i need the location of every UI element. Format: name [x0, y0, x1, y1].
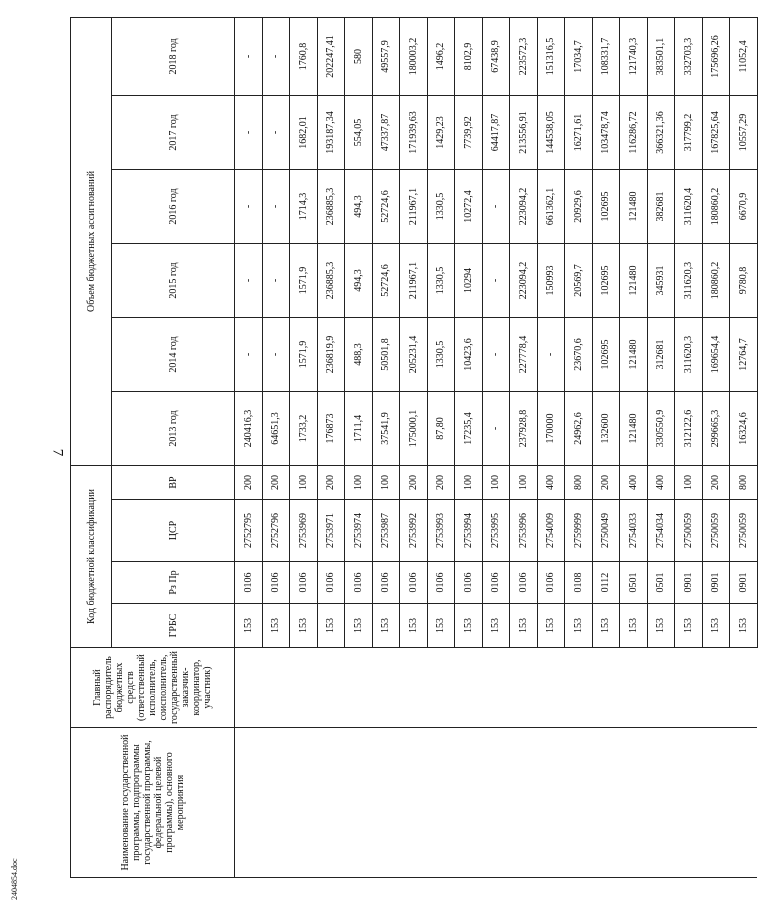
table-cell: 100	[482, 465, 510, 499]
row-name-cell	[372, 728, 400, 878]
table-cell: 153	[400, 604, 428, 648]
footer-filename-wrap	[10, 850, 26, 900]
row-responsible-cell	[702, 648, 730, 728]
table-cell: 494,3	[345, 243, 373, 317]
table-cell: 2754009	[537, 500, 565, 562]
table-cell: 332703,3	[675, 17, 703, 95]
table-cell: 213556,91	[510, 95, 538, 169]
table-cell: 494,3	[345, 169, 373, 243]
table-cell: 150993	[537, 243, 565, 317]
row-responsible-cell	[592, 648, 620, 728]
table-cell: -	[235, 169, 263, 243]
table-cell: 153	[235, 604, 263, 648]
row-responsible-cell	[345, 648, 373, 728]
table-row	[702, 17, 730, 877]
row-responsible-cell	[620, 648, 648, 728]
table-cell: 153	[345, 604, 373, 648]
table-cell: -	[482, 391, 510, 465]
table-cell: 2753993	[427, 500, 455, 562]
table-cell: 50501,8	[372, 317, 400, 391]
table-cell: -	[235, 317, 263, 391]
table-cell: 0106	[537, 562, 565, 604]
row-name-cell	[592, 728, 620, 878]
table-cell: 153	[372, 604, 400, 648]
table-cell: 2753974	[345, 500, 373, 562]
table-cell: 554,05	[345, 95, 373, 169]
table-cell: 2750049	[592, 500, 620, 562]
table-cell: 2753994	[455, 500, 483, 562]
row-name-cell	[565, 728, 593, 878]
row-responsible-cell	[372, 648, 400, 728]
row-name-cell	[455, 728, 483, 878]
table-cell: 0106	[427, 562, 455, 604]
table-cell: 202247,41	[317, 17, 345, 95]
table-cell: 2754033	[620, 500, 648, 562]
table-cell: 0106	[482, 562, 510, 604]
rotated-page-content	[70, 18, 749, 878]
table-cell: 2752796	[262, 500, 290, 562]
table-cell: 16271,61	[565, 95, 593, 169]
table-cell: 2753996	[510, 500, 538, 562]
table-cell: -	[482, 169, 510, 243]
table-cell: -	[235, 17, 263, 95]
table-cell: 180860,2	[702, 169, 730, 243]
row-name-cell	[290, 728, 318, 878]
table-cell: 200	[235, 465, 263, 499]
row-responsible-cell	[262, 648, 290, 728]
table-cell: 121480	[620, 243, 648, 317]
row-responsible-cell	[537, 648, 565, 728]
row-name-cell	[675, 728, 703, 878]
table-cell: 400	[537, 465, 565, 499]
row-name-cell	[702, 728, 730, 878]
table-row	[647, 17, 675, 877]
table-cell: 211967,1	[400, 169, 428, 243]
table-cell: 102695	[592, 243, 620, 317]
table-cell: 100	[372, 465, 400, 499]
row-name-cell	[482, 728, 510, 878]
table-cell: 170000	[537, 391, 565, 465]
table-cell: 167825,64	[702, 95, 730, 169]
table-cell: 200	[702, 465, 730, 499]
table-cell: 0106	[317, 562, 345, 604]
row-responsible-cell	[482, 648, 510, 728]
footer-filename: 2404854.doc	[10, 858, 19, 900]
row-name-cell	[730, 728, 758, 878]
table-cell: 16324,6	[730, 391, 758, 465]
table-cell: 100	[510, 465, 538, 499]
row-responsible-cell	[400, 648, 428, 728]
table-cell: 100	[290, 465, 318, 499]
table-row	[345, 17, 373, 877]
table-cell: 1330,5	[427, 243, 455, 317]
table-cell: 153	[702, 604, 730, 648]
table-cell: 312122,6	[675, 391, 703, 465]
row-responsible-cell	[730, 648, 758, 728]
table-cell: -	[235, 243, 263, 317]
table-cell: 24962,6	[565, 391, 593, 465]
table-cell: 180860,2	[702, 243, 730, 317]
table-row	[235, 17, 263, 877]
row-responsible-cell	[510, 648, 538, 728]
table-cell: -	[482, 317, 510, 391]
table-cell: 299665,3	[702, 391, 730, 465]
row-name-cell	[345, 728, 373, 878]
table-cell: 153	[455, 604, 483, 648]
table-cell: -	[262, 169, 290, 243]
table-cell: 153	[482, 604, 510, 648]
table-cell: 52724,6	[372, 169, 400, 243]
header-budget-group: Объем бюджетных ассигнований	[71, 17, 112, 465]
budget-table	[70, 17, 758, 878]
table-cell: 317799,2	[675, 95, 703, 169]
table-cell: 176873	[317, 391, 345, 465]
table-cell: 311620,3	[675, 243, 703, 317]
table-cell: 1330,5	[427, 169, 455, 243]
table-cell: 175696,26	[702, 17, 730, 95]
table-row	[482, 17, 510, 877]
table-cell: 0106	[372, 562, 400, 604]
table-cell: 1571,9	[290, 317, 318, 391]
table-cell: 1711,4	[345, 391, 373, 465]
table-cell: 193187,34	[317, 95, 345, 169]
table-cell: 2752795	[235, 500, 263, 562]
row-name-cell	[510, 728, 538, 878]
table-cell: 400	[620, 465, 648, 499]
row-name-cell	[537, 728, 565, 878]
table-row	[290, 17, 318, 877]
table-cell: 10557,29	[730, 95, 758, 169]
table-cell: 800	[565, 465, 593, 499]
header-csr: ЦСР	[112, 500, 235, 562]
header-grbs: ГРБС	[112, 604, 235, 648]
table-cell: 169654,4	[702, 317, 730, 391]
table-cell: 2753992	[400, 500, 428, 562]
table-cell: 153	[427, 604, 455, 648]
table-cell: 383501,1	[647, 17, 675, 95]
table-cell: 227778,4	[510, 317, 538, 391]
table-cell: 37541,9	[372, 391, 400, 465]
table-cell: 400	[647, 465, 675, 499]
header-rzpr: Рз Пр	[112, 562, 235, 604]
table-cell: 2753969	[290, 500, 318, 562]
table-cell: 108331,7	[592, 17, 620, 95]
table-cell: 236885,3	[317, 169, 345, 243]
header-year: 2017 год	[112, 95, 235, 169]
table-cell: 2750059	[675, 500, 703, 562]
table-cell: 153	[262, 604, 290, 648]
table-cell: 1733,2	[290, 391, 318, 465]
row-responsible-cell	[647, 648, 675, 728]
page-number: 7	[49, 448, 66, 457]
table-cell: 1571,9	[290, 243, 318, 317]
table-cell: 0901	[702, 562, 730, 604]
header-name: Наименование государственной программы, подпрограммы государственной программы, федеральной целевой программы), основного мероприятия	[71, 728, 235, 878]
table-cell: 9780,8	[730, 243, 758, 317]
table-cell: 0106	[455, 562, 483, 604]
table-cell: 1682,01	[290, 95, 318, 169]
table-cell: 200	[262, 465, 290, 499]
row-responsible-cell	[455, 648, 483, 728]
table-cell: 151316,5	[537, 17, 565, 95]
table-row	[565, 17, 593, 877]
table-cell: 103478,74	[592, 95, 620, 169]
table-cell: 116286,72	[620, 95, 648, 169]
row-name-cell	[427, 728, 455, 878]
table-cell: 132600	[592, 391, 620, 465]
row-responsible-cell	[235, 648, 263, 728]
table-cell: 49557,9	[372, 17, 400, 95]
table-cell: 23670,6	[565, 317, 593, 391]
row-responsible-cell	[290, 648, 318, 728]
table-cell: 153	[592, 604, 620, 648]
table-row	[400, 17, 428, 877]
table-cell: -	[262, 243, 290, 317]
table-cell: 11052,4	[730, 17, 758, 95]
table-cell: 223572,3	[510, 17, 538, 95]
table-row	[675, 17, 703, 877]
row-responsible-cell	[427, 648, 455, 728]
table-cell: 153	[565, 604, 593, 648]
table-cell: 2750059	[702, 500, 730, 562]
table-cell: -	[262, 17, 290, 95]
row-name-cell	[235, 728, 263, 878]
table-row	[620, 17, 648, 877]
table-cell: 0108	[565, 562, 593, 604]
table-row	[592, 17, 620, 877]
row-name-cell	[400, 728, 428, 878]
table-cell: 366321,36	[647, 95, 675, 169]
row-name-cell	[317, 728, 345, 878]
table-cell: 7739,92	[455, 95, 483, 169]
table-cell: 153	[317, 604, 345, 648]
table-cell: 1496,2	[427, 17, 455, 95]
header-vr: ВР	[112, 465, 235, 499]
table-cell: 330550,9	[647, 391, 675, 465]
table-cell: 2750059	[730, 500, 758, 562]
header-year: 2016 год	[112, 169, 235, 243]
table-cell: 200	[317, 465, 345, 499]
table-cell: 153	[510, 604, 538, 648]
table-cell: 10294	[455, 243, 483, 317]
table-cell: 311620,4	[675, 169, 703, 243]
table-cell: 0501	[620, 562, 648, 604]
table-cell: 153	[730, 604, 758, 648]
table-cell: 311620,3	[675, 317, 703, 391]
table-cell: 2753995	[482, 500, 510, 562]
table-row	[372, 17, 400, 877]
table-cell: 100	[455, 465, 483, 499]
table-cell: 0106	[400, 562, 428, 604]
row-name-cell	[620, 728, 648, 878]
table-cell: -	[262, 95, 290, 169]
table-cell: 800	[730, 465, 758, 499]
table-cell: 102695	[592, 317, 620, 391]
table-row	[317, 17, 345, 877]
table-cell: 0106	[290, 562, 318, 604]
table-cell: 0106	[262, 562, 290, 604]
table-cell: 153	[675, 604, 703, 648]
table-cell: 17034,7	[565, 17, 593, 95]
table-cell: 236885,3	[317, 243, 345, 317]
table-cell: 121480	[620, 317, 648, 391]
table-cell: 205231,4	[400, 317, 428, 391]
table-row	[537, 17, 565, 877]
table-cell: 2753971	[317, 500, 345, 562]
header-year: 2018 год	[112, 17, 235, 95]
table-cell: 67438,9	[482, 17, 510, 95]
table-cell: 20569,7	[565, 243, 593, 317]
table-cell: 200	[592, 465, 620, 499]
table-cell: 382681	[647, 169, 675, 243]
table-cell: 10272,4	[455, 169, 483, 243]
table-cell: 47337,87	[372, 95, 400, 169]
table-cell: 0106	[235, 562, 263, 604]
table-cell: 121480	[620, 391, 648, 465]
table-cell: 345931	[647, 243, 675, 317]
table-cell: 1714,3	[290, 169, 318, 243]
table-cell: 312681	[647, 317, 675, 391]
table-cell: 236819,9	[317, 317, 345, 391]
table-cell: 2754034	[647, 500, 675, 562]
table-cell: 10423,6	[455, 317, 483, 391]
table-cell: 64651,3	[262, 391, 290, 465]
table-cell: 175000,1	[400, 391, 428, 465]
table-cell: 12764,7	[730, 317, 758, 391]
header-code-group: Код бюджетной классификации	[71, 465, 112, 647]
table-cell: -	[482, 243, 510, 317]
table-cell: 180003,2	[400, 17, 428, 95]
table-cell: 1330,5	[427, 317, 455, 391]
table-cell: 144538,05	[537, 95, 565, 169]
table-cell: 64417,87	[482, 95, 510, 169]
table-cell: 0106	[345, 562, 373, 604]
table-cell: 102695	[592, 169, 620, 243]
table-cell: 6670,9	[730, 169, 758, 243]
table-cell: 488,3	[345, 317, 373, 391]
table-cell: -	[537, 317, 565, 391]
table-row	[730, 17, 758, 877]
table-cell: 2759999	[565, 500, 593, 562]
table-cell: 0112	[592, 562, 620, 604]
row-responsible-cell	[675, 648, 703, 728]
table-cell: 121740,3	[620, 17, 648, 95]
table-cell: 0901	[675, 562, 703, 604]
table-cell: 1429,23	[427, 95, 455, 169]
table-cell: 0901	[730, 562, 758, 604]
table-cell: 8102,9	[455, 17, 483, 95]
table-cell: 52724,6	[372, 243, 400, 317]
table-cell: 240416,3	[235, 391, 263, 465]
table-cell: 2753987	[372, 500, 400, 562]
row-responsible-cell	[565, 648, 593, 728]
table-cell: -	[262, 317, 290, 391]
table-cell: 580	[345, 17, 373, 95]
table-row	[455, 17, 483, 877]
table-cell: 171939,63	[400, 95, 428, 169]
table-cell: 20929,6	[565, 169, 593, 243]
row-name-cell	[262, 728, 290, 878]
table-cell: 223094,2	[510, 243, 538, 317]
table-cell: -	[235, 95, 263, 169]
row-name-cell	[647, 728, 675, 878]
table-cell: 200	[400, 465, 428, 499]
table-cell: 211967,1	[400, 243, 428, 317]
header-responsible: Главный распорядитель бюджетных средств (ответственный исполнитель, соисполнитель, государственный заказчик-координатор, участник)	[71, 648, 235, 728]
table-cell: 153	[537, 604, 565, 648]
header-year: 2013 год	[112, 391, 235, 465]
table-cell: 153	[290, 604, 318, 648]
row-responsible-cell	[317, 648, 345, 728]
table-cell: 0501	[647, 562, 675, 604]
table-row	[510, 17, 538, 877]
table-cell: 87,80	[427, 391, 455, 465]
table-cell: 0106	[510, 562, 538, 604]
table-cell: 121480	[620, 169, 648, 243]
table-row	[427, 17, 455, 877]
table-cell: 100	[675, 465, 703, 499]
table-cell: 661362,1	[537, 169, 565, 243]
header-year: 2014 год	[112, 317, 235, 391]
table-cell: 1760,8	[290, 17, 318, 95]
table-row	[262, 17, 290, 877]
table-cell: 223094,2	[510, 169, 538, 243]
table-cell: 153	[647, 604, 675, 648]
table-cell: 100	[345, 465, 373, 499]
table-cell: 153	[620, 604, 648, 648]
table-cell: 237928,8	[510, 391, 538, 465]
table-cell: 17235,4	[455, 391, 483, 465]
table-cell: 200	[427, 465, 455, 499]
header-year: 2015 год	[112, 243, 235, 317]
